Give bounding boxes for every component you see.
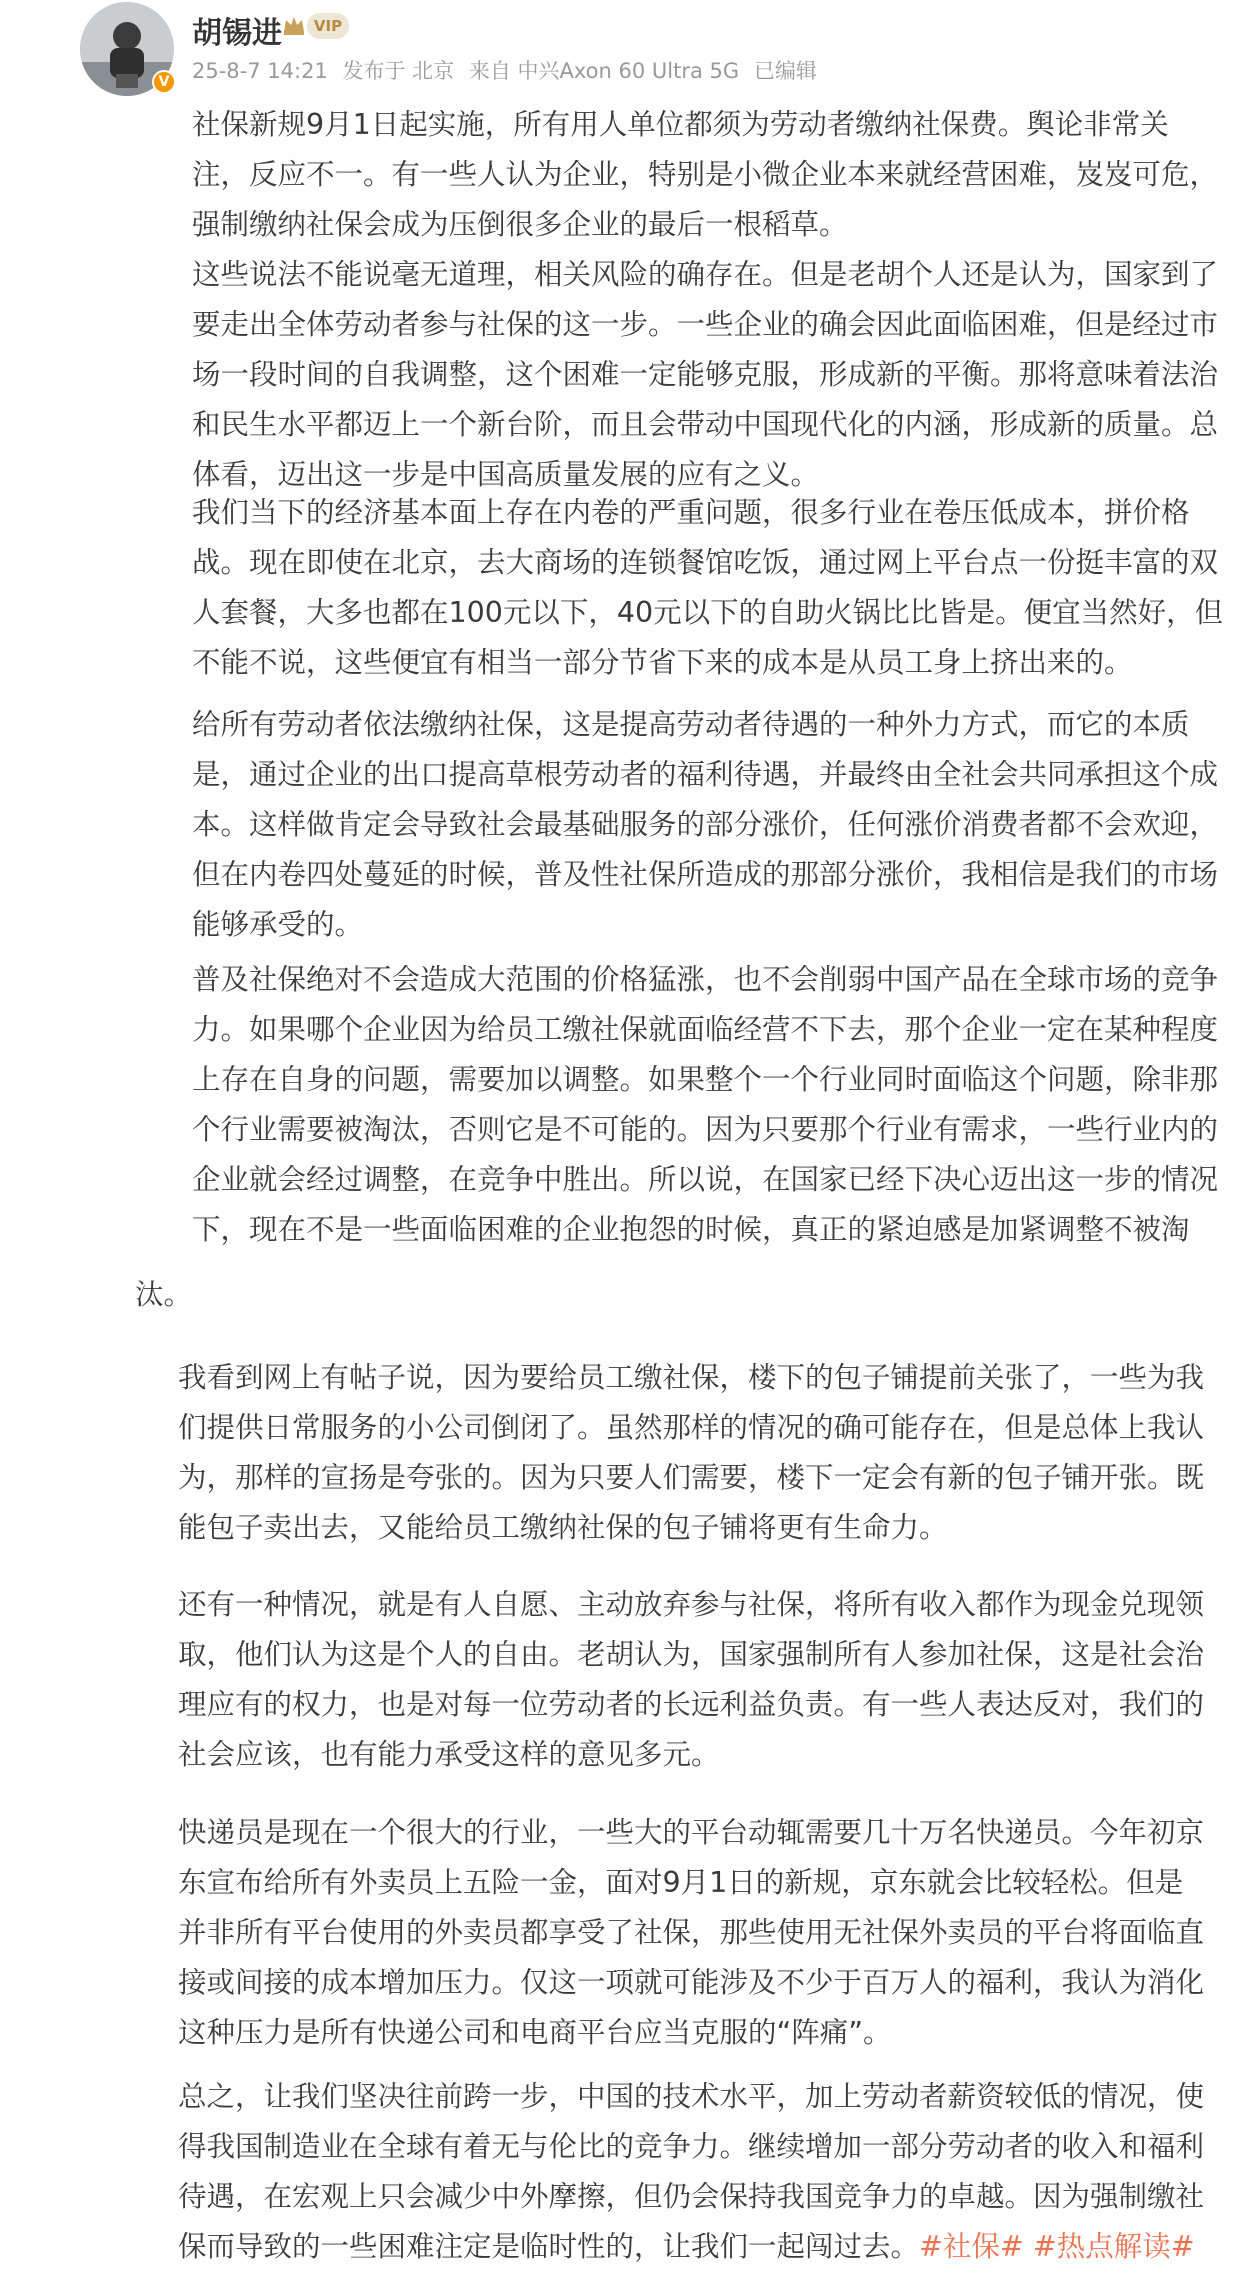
text-line: 我看到网上有帖子说，因为要给员工缴社保，楼下的包子铺提前关张了，一些为我 <box>178 1361 1205 1394</box>
paragraph <box>178 1808 1204 2058</box>
text-line: 并非所有平台使用的外卖员都享受了社保，那些使用无社保外卖员的平台将面临直 <box>178 1916 1205 1949</box>
post-date: 25-8-7 14:21 <box>192 59 328 83</box>
text-line: 社会应该，也有能力承受这样的意见多元。 <box>178 1738 720 1771</box>
post-location: 发布于 北京 <box>342 59 455 83</box>
text-line: 要走出全体劳动者参与社保的这一步。一些企业的确会因此面临困难，但是经过市 <box>192 308 1219 341</box>
text-line: 们提供日常服务的小公司倒闭了。虽然那样的情况的确可能存在，但是总体上我认 <box>178 1411 1205 1444</box>
paragraph <box>178 1353 1204 1553</box>
text-line: 还有一种情况，就是有人自愿、主动放弃参与社保，将所有收入都作为现金兑现领 <box>178 1588 1205 1621</box>
text-line: 是，通过企业的出口提高草根劳动者的福利待遇，并最终由全社会共同承担这个成 <box>192 758 1219 791</box>
text-line: 力。如果哪个企业因为给员工缴社保就面临经营不下去，那个企业一定在某种程度 <box>192 1013 1219 1046</box>
text-line: 下，现在不是一些面临困难的企业抱怨的时候，真正的紧迫感是加紧调整不被淘 <box>192 1213 1190 1246</box>
post-source: 来自 中兴Axon 60 Ultra 5G <box>468 59 740 83</box>
author-name[interactable]: 胡锡进 <box>192 16 282 51</box>
hashtag-social-security[interactable]: #社保# <box>919 2230 1024 2263</box>
text-line: 这种压力是所有快递公司和电商平台应当克服的“阵痛”。 <box>178 2016 892 2049</box>
text-line: 为，那样的宣扬是夸张的。因为只要人们需要，楼下一定会有新的包子铺开张。既 <box>178 1461 1205 1494</box>
hashtag-hot-topics[interactable]: #热点解读# <box>1032 2230 1195 2263</box>
paragraph <box>135 1270 192 1320</box>
text-line: 战。现在即使在北京，去大商场的连锁餐馆吃饭，通过网上平台点一份挺丰富的双 <box>192 546 1219 579</box>
text-line: 汰。 <box>135 1278 193 1311</box>
paragraph <box>192 488 1223 688</box>
text-line: 本。这样做肯定会导致社会最基础服务的部分涨价，任何涨价消费者都不会欢迎， <box>192 808 1219 841</box>
text-line: 注，反应不一。有一些人认为企业，特别是小微企业本来就经营困难，岌岌可危， <box>192 158 1219 191</box>
text-line: 人套餐，大多也都在100元以下，40元以下的自助火锅比比皆是。便宜当然好，但 <box>192 596 1224 629</box>
text-line: 社保新规9月1日起实施，所有用人单位都须为劳动者缴纳社保费。舆论非常关 <box>192 108 1169 141</box>
paragraph <box>178 2072 1204 2272</box>
text-line: 个行业需要被淘汰，否则它是不可能的。因为只要那个行业有需求，一些行业内的 <box>192 1113 1219 1146</box>
text-line: 上存在自身的问题，需要加以调整。如果整个一个行业同时面临这个问题，除非那 <box>192 1063 1219 1096</box>
vip-badge[interactable]: VIP <box>307 13 349 39</box>
post-edited[interactable]: 已编辑 <box>753 59 817 83</box>
paragraph <box>192 955 1218 1255</box>
text-line: 取，他们认为这是个人的自由。老胡认为，国家强制所有人参加社保，这是社会治 <box>178 1638 1205 1671</box>
text-line <box>178 2222 1204 2272</box>
text-line: 场一段时间的自我调整，这个困难一定能够克服，形成新的平衡。那将意味着法治 <box>192 358 1219 391</box>
text-line: 快递员是现在一个很大的行业，一些大的平台动辄需要几十万名快递员。今年初京 <box>178 1816 1205 1849</box>
text-line: 但在内卷四处蔓延的时候，普及性社保所造成的那部分涨价，我相信是我们的市场 <box>192 858 1219 891</box>
text-line: 待遇，在宏观上只会减少中外摩擦，但仍会保持我国竞争力的卓越。因为强制缴社 <box>178 2180 1205 2213</box>
text-line: 接或间接的成本增加压力。仅这一项就可能涉及不少于百万人的福利，我认为消化 <box>178 1966 1205 1999</box>
text-line: 和民生水平都迈上一个新台阶，而且会带动中国现代化的内涵，形成新的质量。总 <box>192 408 1219 441</box>
text-line: 强制缴纳社保会成为压倒很多企业的最后一根稻草。 <box>192 208 848 241</box>
text-line: 理应有的权力，也是对每一位劳动者的长远利益负责。有一些人表达反对，我们的 <box>178 1688 1205 1721</box>
text-line: 体看，迈出这一步是中国高质量发展的应有之义。 <box>192 458 820 491</box>
verified-badge: V <box>152 70 176 94</box>
text-line: 我们当下的经济基本面上存在内卷的严重问题，很多行业在卷压低成本，拼价格 <box>192 496 1190 529</box>
text-line: 总之，让我们坚决往前跨一步，中国的技术水平，加上劳动者薪资较低的情况，使 <box>178 2080 1205 2113</box>
text-line: 得我国制造业在全球有着无与伦比的竞争力。继续增加一部分劳动者的收入和福利 <box>178 2130 1205 2163</box>
text-line: 企业就会经过调整，在竞争中胜出。所以说，在国家已经下决心迈出这一步的情况 <box>192 1163 1219 1196</box>
text-line: 能包子卖出去，又能给员工缴纳社保的包子铺将更有生命力。 <box>178 1511 948 1544</box>
text-line: 这些说法不能说毫无道理，相关风险的确存在。但是老胡个人还是认为，国家到了 <box>192 258 1219 291</box>
text-line: 普及社保绝对不会造成大范围的价格猛涨，也不会削弱中国产品在全球市场的竞争 <box>192 963 1219 996</box>
text-line: 给所有劳动者依法缴纳社保，这是提高劳动者待遇的一种外力方式，而它的本质 <box>192 708 1190 741</box>
text-line: 能够承受的。 <box>192 908 364 941</box>
paragraph <box>192 700 1218 950</box>
text-span: 保而导致的一些困难注定是临时性的，让我们一起闯过去。 <box>178 2230 920 2263</box>
text-line: 不能不说，这些便宜有相当一部分节省下来的成本是从员工身上挤出来的。 <box>192 646 1133 679</box>
paragraph <box>178 1580 1204 1780</box>
paragraph <box>192 100 1218 500</box>
text-line: 东宣布给所有外卖员上五险一金，面对9月1日的新规，京东就会比较轻松。但是 <box>178 1866 1184 1899</box>
